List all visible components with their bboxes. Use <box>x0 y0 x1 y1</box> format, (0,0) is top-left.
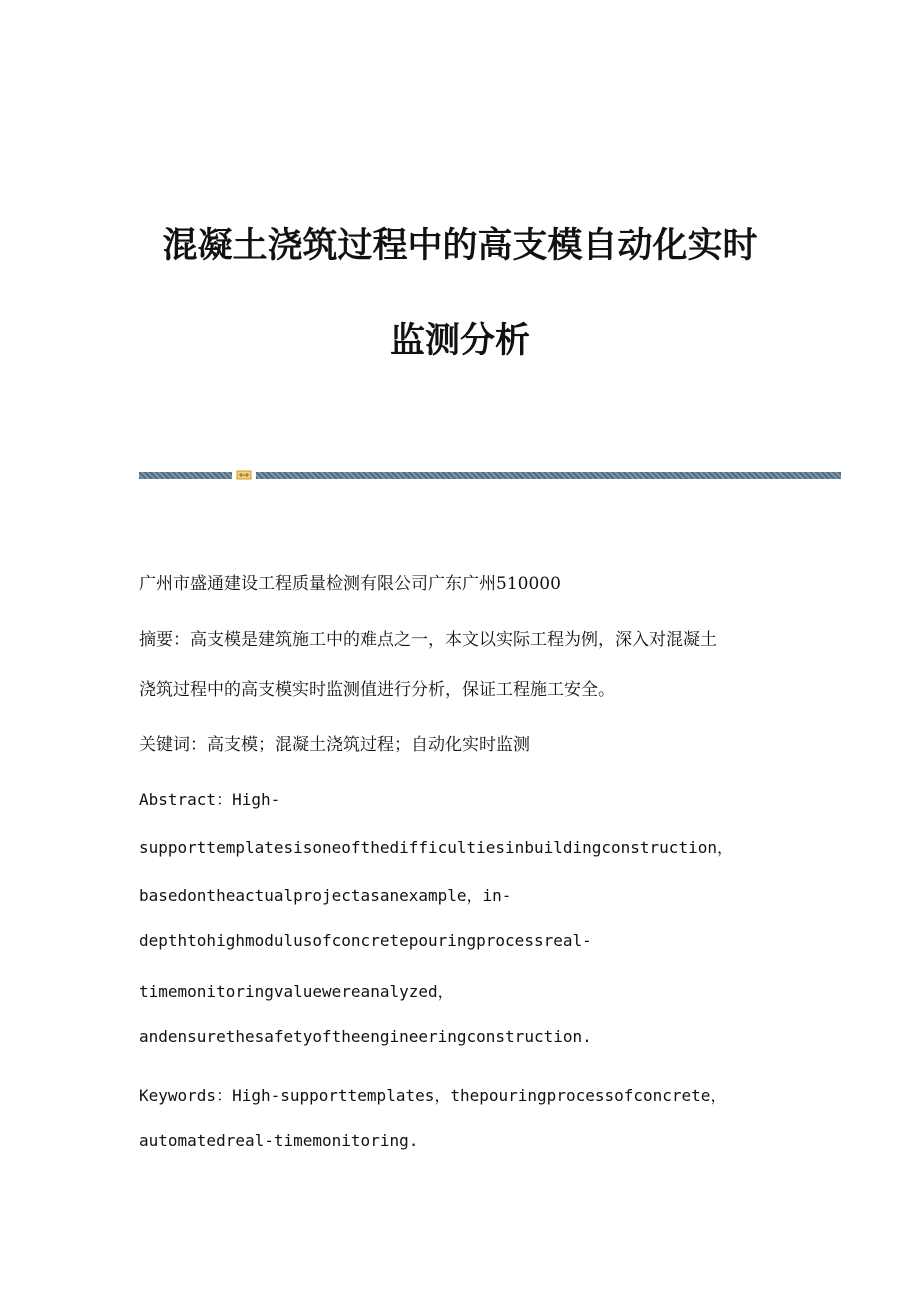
keywords-en-line-2: automatedreal-timemonitoring. <box>139 1131 419 1150</box>
keywords-cn: 关键词：高支模；混凝土浇筑过程；自动化实时监测 <box>139 735 530 755</box>
abstract-en-line-3: basedontheactualprojectasanexample，in- <box>139 886 512 905</box>
abstract-en-line-2: supporttemplatesisoneofthedifficultiesinbuildingconstruction， <box>139 838 733 857</box>
abstract-cn-line-2: 浇筑过程中的高支模实时监测值进行分析，保证工程施工安全。 <box>139 680 615 700</box>
title-divider <box>139 470 841 480</box>
abstract-en-line-6: andensurethesafetyoftheengineeringconstruction. <box>139 1027 592 1046</box>
keywords-en-line-1: Keywords：High-supporttemplates，thepouringprocessofconcrete， <box>139 1086 727 1105</box>
abstract-en-line-5: timemonitoringvaluewereanalyzed， <box>139 982 454 1001</box>
page-title-line-1: 混凝土浇筑过程中的高支模自动化实时 <box>162 225 758 266</box>
abstract-en-line-4: depthtohighmodulusofconcretepouringprocessreal- <box>139 931 592 950</box>
affiliation: 广州市盛通建设工程质量检测有限公司广东广州510000 <box>139 574 561 594</box>
divider-bar-right <box>256 472 841 479</box>
divider-bar-left <box>139 472 232 479</box>
divider-ornament-icon <box>236 470 252 480</box>
page-title-line-2: 监测分析 <box>389 320 530 361</box>
abstract-en-line-1: Abstract：High- <box>139 790 281 809</box>
abstract-cn-line-1: 摘要：高支模是建筑施工中的难点之一，本文以实际工程为例，深入对混凝土 <box>139 630 717 650</box>
